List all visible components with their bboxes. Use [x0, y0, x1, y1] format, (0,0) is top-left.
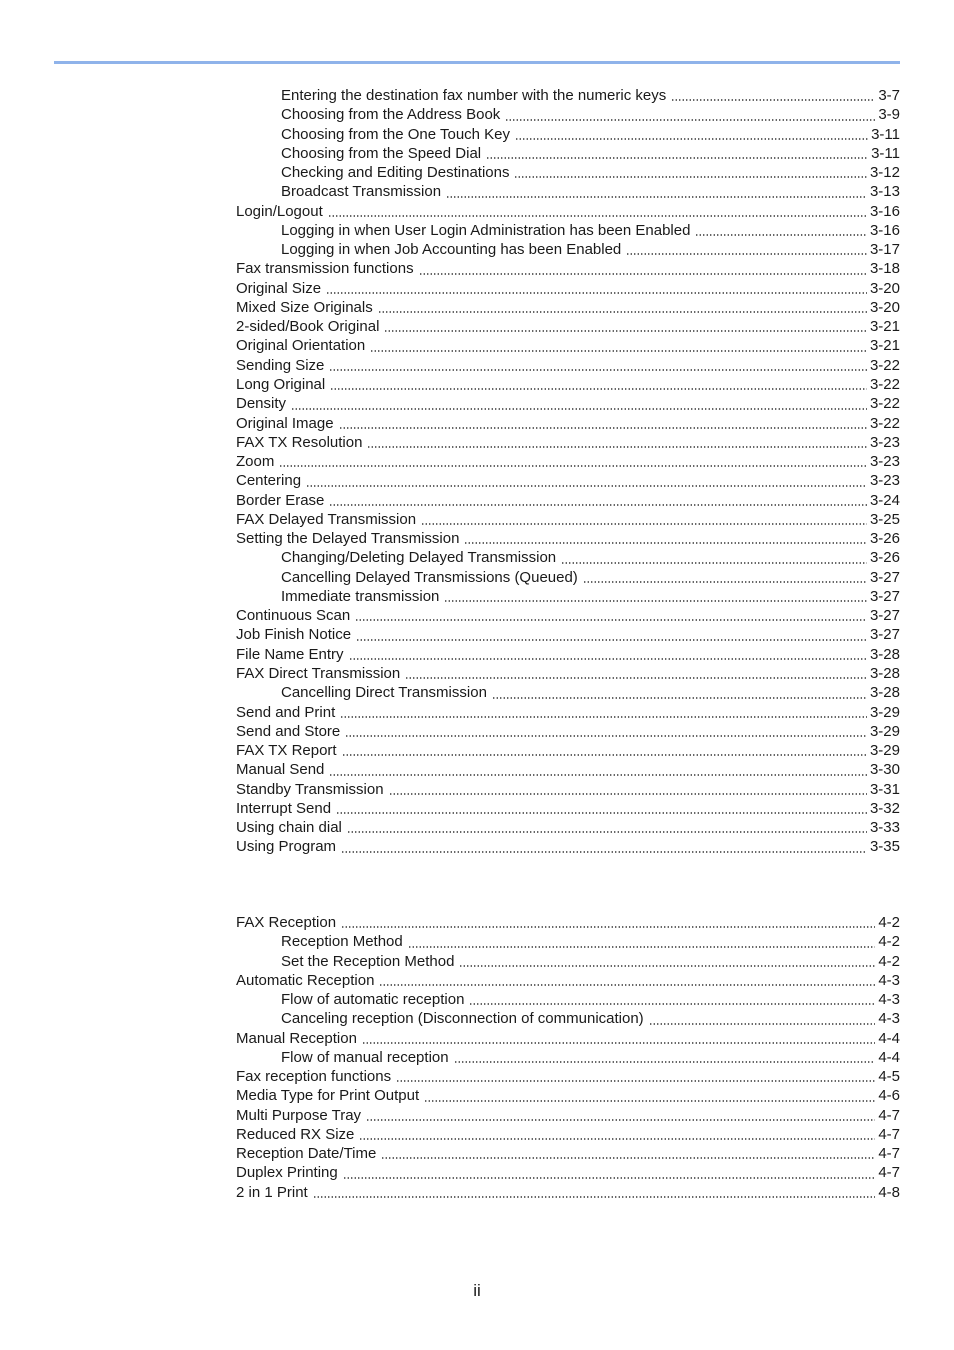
dot-leader: [396, 1067, 878, 1086]
toc-entry[interactable]: [236, 105, 900, 124]
toc-entry[interactable]: [236, 279, 900, 298]
toc-entry-page: 3-18: [869, 260, 900, 278]
dot-leader: [514, 163, 869, 182]
toc-entry-title: Fax reception functions: [236, 1068, 392, 1086]
toc-entry-page: 3-24: [869, 491, 900, 509]
toc-entry-title: Sending Size: [236, 356, 325, 374]
toc-entry-page: 3-23: [869, 453, 900, 471]
toc-entry[interactable]: [236, 240, 900, 259]
toc-entry[interactable]: [236, 529, 900, 548]
toc-entry-title: Login/Logout: [236, 202, 323, 220]
toc-entry-page: 4-7: [878, 1125, 900, 1143]
toc-entry[interactable]: [236, 1183, 900, 1202]
toc-entry[interactable]: [236, 125, 900, 144]
toc-entry-title: Reduced RX Size: [236, 1125, 355, 1143]
toc-entry-page: 4-8: [878, 1183, 900, 1201]
toc-entry-page: 3-27: [869, 568, 900, 586]
toc-entry-page: 3-30: [869, 761, 900, 779]
toc-entry-title: FAX Delayed Transmission: [236, 510, 417, 528]
toc-entry-title: Entering the destination fax number with the numeric keys: [281, 87, 667, 104]
toc-entry-title: Logging in when Job Accounting has been Enabled: [281, 241, 622, 259]
dot-leader: [370, 336, 870, 355]
toc-entry-title: Original Orientation: [236, 337, 366, 355]
toc-entry[interactable]: [236, 1125, 900, 1144]
toc-entry-page: 3-26: [869, 549, 900, 567]
toc-entry-page: 4-7: [878, 1106, 900, 1124]
toc-entry-page: 3-28: [869, 664, 900, 682]
toc-entry-title: Cancelling Direct Transmission: [281, 684, 487, 702]
toc-entry-title: Choosing from the Address Book: [281, 106, 501, 124]
toc-entry-page: 3-16: [869, 221, 900, 239]
dot-leader: [356, 625, 870, 644]
toc-entry-title: Duplex Printing: [236, 1164, 338, 1182]
dot-leader: [340, 703, 870, 722]
toc-entry-title: Set the Reception Method: [281, 952, 455, 970]
toc-entry-page: 3-11: [871, 125, 900, 143]
toc-entry-page: 4-3: [878, 991, 900, 1009]
toc-entry-title: Logging in when User Login Administration has been Enabled: [281, 221, 691, 239]
toc-entry-title: FAX Direct Transmission: [236, 664, 401, 682]
header-rule: [54, 61, 900, 64]
toc-entry[interactable]: [236, 760, 900, 779]
toc-entry[interactable]: [236, 837, 900, 856]
toc-entry-page: 3-9: [878, 106, 900, 124]
toc-entry[interactable]: [236, 336, 900, 355]
toc-entry[interactable]: [236, 1067, 900, 1086]
toc-entry-title: Cancelling Delayed Transmissions (Queued): [281, 568, 578, 586]
toc-entry-title: Media Type for Print Output: [236, 1087, 420, 1105]
toc-entry-title: Immediate transmission: [281, 587, 440, 605]
toc-entry-title: Multi Purpose Tray: [236, 1106, 362, 1124]
dot-leader: [349, 645, 870, 664]
dot-leader: [379, 971, 878, 990]
toc-entry-page: 3-27: [869, 607, 900, 625]
toc-entry-title: Job Finish Notice: [236, 626, 352, 644]
toc-entry-title: Setting the Delayed Transmission: [236, 530, 460, 548]
toc-entry[interactable]: [236, 799, 900, 818]
dot-leader: [279, 452, 870, 471]
toc-entry[interactable]: [236, 1029, 900, 1048]
toc-entry[interactable]: [236, 645, 900, 664]
dot-leader: [291, 394, 870, 413]
toc-entry[interactable]: [236, 818, 900, 837]
toc-entry-page: 3-20: [869, 298, 900, 316]
dot-leader: [492, 683, 870, 702]
toc-entry[interactable]: [236, 86, 900, 105]
dot-leader: [359, 1125, 878, 1144]
toc-entry[interactable]: [236, 587, 900, 606]
dot-leader: [389, 780, 870, 799]
toc-entry[interactable]: [236, 1048, 900, 1067]
dot-leader: [378, 298, 870, 317]
dot-leader: [355, 606, 870, 625]
dot-leader: [329, 760, 870, 779]
toc-entry-title: Reception Method: [281, 933, 403, 951]
toc-entry-title: Choosing from the Speed Dial: [281, 144, 482, 162]
dot-leader: [464, 529, 870, 548]
toc-entry[interactable]: [236, 163, 900, 182]
toc-entry-title: 2-sided/Book Original: [236, 318, 380, 336]
dot-leader: [505, 105, 878, 124]
toc-entry-page: 3-32: [869, 799, 900, 817]
toc-entry-page: 4-2: [878, 914, 900, 931]
toc-entry[interactable]: [236, 780, 900, 799]
dot-leader: [336, 799, 870, 818]
toc-entry-page: 3-7: [878, 87, 900, 104]
toc-entry-title: Long Original: [236, 375, 326, 393]
toc-entry-page: 3-25: [869, 510, 900, 528]
toc-entry[interactable]: [236, 144, 900, 163]
toc-entry[interactable]: [236, 491, 900, 510]
dot-leader: [446, 182, 870, 201]
toc-entry-title: Standby Transmission: [236, 780, 384, 798]
toc-entry[interactable]: [236, 471, 900, 490]
toc-entry[interactable]: [236, 606, 900, 625]
toc-entry-page: 3-31: [869, 780, 900, 798]
dot-leader: [362, 1029, 878, 1048]
toc-entry-page: 3-22: [869, 356, 900, 374]
toc-entry[interactable]: [236, 722, 900, 741]
dot-leader: [341, 913, 878, 932]
dot-leader: [671, 86, 878, 105]
dot-leader: [421, 510, 870, 529]
toc-entry-page: 3-29: [869, 742, 900, 760]
dot-leader: [329, 356, 870, 375]
toc-entry-page: 3-28: [869, 645, 900, 663]
dot-leader: [381, 1144, 878, 1163]
dot-leader: [366, 1106, 878, 1125]
toc-entry-title: FAX Reception: [236, 914, 337, 931]
toc-entry-title: Canceling reception (Disconnection of communication): [281, 1010, 644, 1028]
toc-entry-title: Zoom: [236, 453, 275, 471]
toc-entry-page: 3-21: [869, 318, 900, 336]
toc-entry-title: Density: [236, 395, 287, 413]
toc-entry[interactable]: [236, 548, 900, 567]
dot-leader: [329, 491, 870, 510]
toc-entry-title: FAX TX Report: [236, 742, 337, 760]
toc-entry[interactable]: [236, 703, 900, 722]
toc-entry-page: 4-5: [878, 1068, 900, 1086]
toc-entry-title: Fax transmission functions: [236, 260, 414, 278]
dot-leader: [444, 587, 870, 606]
toc-entry-title: Original Size: [236, 279, 322, 297]
toc-entry[interactable]: [236, 356, 900, 375]
toc-entry[interactable]: [236, 452, 900, 471]
dot-leader: [459, 952, 878, 971]
toc-entry-page: 3-16: [869, 202, 900, 220]
dot-leader: [626, 240, 870, 259]
dot-leader: [561, 548, 870, 567]
toc-entry-title: Send and Store: [236, 722, 341, 740]
toc-entry-page: 3-21: [869, 337, 900, 355]
dot-leader: [408, 932, 879, 951]
toc-entry-page: 3-33: [869, 819, 900, 837]
dot-leader: [326, 279, 870, 298]
dot-leader: [339, 414, 870, 433]
toc-entry-title: Flow of automatic reception: [281, 991, 465, 1009]
toc-entry-title: Using chain dial: [236, 819, 342, 837]
toc-entry-title: Manual Send: [236, 761, 325, 779]
toc-entry-page: 4-4: [878, 1048, 900, 1066]
toc-entry-page: 4-6: [878, 1087, 900, 1105]
toc-entry-page: 3-23: [869, 472, 900, 490]
dot-leader: [695, 221, 870, 240]
toc-entry[interactable]: [236, 913, 900, 932]
dot-leader: [649, 1009, 879, 1028]
toc-entry-title: Checking and Editing Destinations: [281, 164, 510, 182]
toc-entry[interactable]: [236, 259, 900, 278]
dot-leader: [583, 568, 870, 587]
toc-entry-page: 3-29: [869, 703, 900, 721]
toc-entry-title: Mixed Size Originals: [236, 298, 373, 316]
toc-entry-title: File Name Entry: [236, 645, 344, 663]
toc-section-chapter-4: [236, 913, 900, 1202]
toc-entry[interactable]: [236, 1163, 900, 1182]
toc-entry-title: FAX TX Resolution: [236, 433, 363, 451]
dot-leader: [469, 990, 878, 1009]
toc-entry[interactable]: [236, 298, 900, 317]
toc-entry-page: 3-22: [869, 414, 900, 432]
toc-entry[interactable]: [236, 683, 900, 702]
dot-leader: [343, 1163, 879, 1182]
toc-entry[interactable]: [236, 375, 900, 394]
toc-entry[interactable]: [236, 568, 900, 587]
dot-leader: [405, 664, 870, 683]
toc-entry-page: 4-2: [878, 933, 900, 951]
toc-entry[interactable]: [236, 971, 900, 990]
toc-entry-title: Original Image: [236, 414, 334, 432]
dot-leader: [330, 375, 870, 394]
dot-leader: [328, 202, 870, 221]
toc-entry-title: Choosing from the One Touch Key: [281, 125, 511, 143]
dot-leader: [345, 722, 870, 741]
toc-entry[interactable]: [236, 317, 900, 336]
toc-entry[interactable]: [236, 932, 900, 951]
toc-entry-page: 3-11: [871, 144, 900, 162]
toc-entry[interactable]: [236, 1086, 900, 1105]
toc-entry-title: Changing/Deleting Delayed Transmission: [281, 549, 557, 567]
toc-entry-title: Send and Print: [236, 703, 336, 721]
page-number: ii: [473, 1281, 481, 1300]
dot-leader: [347, 818, 870, 837]
toc-entry[interactable]: [236, 1009, 900, 1028]
toc-entry[interactable]: [236, 1144, 900, 1163]
toc-entry-page: 4-7: [878, 1164, 900, 1182]
toc-entry-page: 3-22: [869, 395, 900, 413]
toc-entry-page: 3-13: [869, 183, 900, 201]
toc-entry-page: 3-23: [869, 433, 900, 451]
toc-entry-page: 3-27: [869, 587, 900, 605]
dot-leader: [515, 125, 871, 144]
toc-entry[interactable]: [236, 625, 900, 644]
toc-entry-title: Flow of manual reception: [281, 1048, 449, 1066]
dot-leader: [342, 741, 870, 760]
toc-entry-page: 4-2: [878, 952, 900, 970]
toc-entry-title: Centering: [236, 472, 302, 490]
toc-entry-page: 3-28: [869, 684, 900, 702]
toc-entry-title: Reception Date/Time: [236, 1145, 377, 1163]
toc-entry-page: 4-4: [878, 1029, 900, 1047]
toc-entry[interactable]: [236, 394, 900, 413]
toc-entry-title: Broadcast Transmission: [281, 183, 442, 201]
toc-entry[interactable]: [236, 182, 900, 201]
toc-entry-page: 4-3: [878, 971, 900, 989]
dot-leader: [313, 1183, 879, 1202]
toc-entry-title: Border Erase: [236, 491, 325, 509]
toc-entry[interactable]: [236, 952, 900, 971]
toc-section-chapter-3: [236, 86, 900, 857]
toc-entry[interactable]: [236, 664, 900, 683]
toc-entry-page: 4-3: [878, 1010, 900, 1028]
toc-entry-page: 3-22: [869, 375, 900, 393]
toc-entry[interactable]: [236, 433, 900, 452]
dot-leader: [384, 317, 870, 336]
toc-entry[interactable]: [236, 202, 900, 221]
toc-entry-title: Automatic Reception: [236, 971, 375, 989]
dot-leader: [454, 1048, 879, 1067]
toc-entry[interactable]: [236, 510, 900, 529]
toc-entry-page: 3-26: [869, 530, 900, 548]
toc-entry-page: 3-20: [869, 279, 900, 297]
toc-entry[interactable]: [236, 414, 900, 433]
dot-leader: [419, 259, 870, 278]
dot-leader: [486, 144, 871, 163]
toc-entry-page: 3-17: [869, 241, 900, 259]
toc-entry-title: Continuous Scan: [236, 607, 351, 625]
toc-entry[interactable]: [236, 221, 900, 240]
toc-entry-title: 2 in 1 Print: [236, 1183, 308, 1201]
toc-entry-page: 3-35: [869, 838, 900, 856]
toc-entry[interactable]: [236, 1106, 900, 1125]
dot-leader: [341, 837, 870, 856]
toc-entry-title: Using Program: [236, 838, 337, 856]
toc-entry-title: Manual Reception: [236, 1029, 357, 1047]
dot-leader: [306, 471, 870, 490]
dot-leader: [424, 1086, 878, 1105]
toc-entry-page: 3-27: [869, 626, 900, 644]
toc-entry-page: 3-12: [869, 164, 900, 182]
toc-entry-page: 3-29: [869, 722, 900, 740]
toc-entry[interactable]: [236, 741, 900, 760]
toc-entry-title: Interrupt Send: [236, 799, 332, 817]
toc-entry-page: 4-7: [878, 1145, 900, 1163]
toc-entry[interactable]: [236, 990, 900, 1009]
dot-leader: [367, 433, 870, 452]
